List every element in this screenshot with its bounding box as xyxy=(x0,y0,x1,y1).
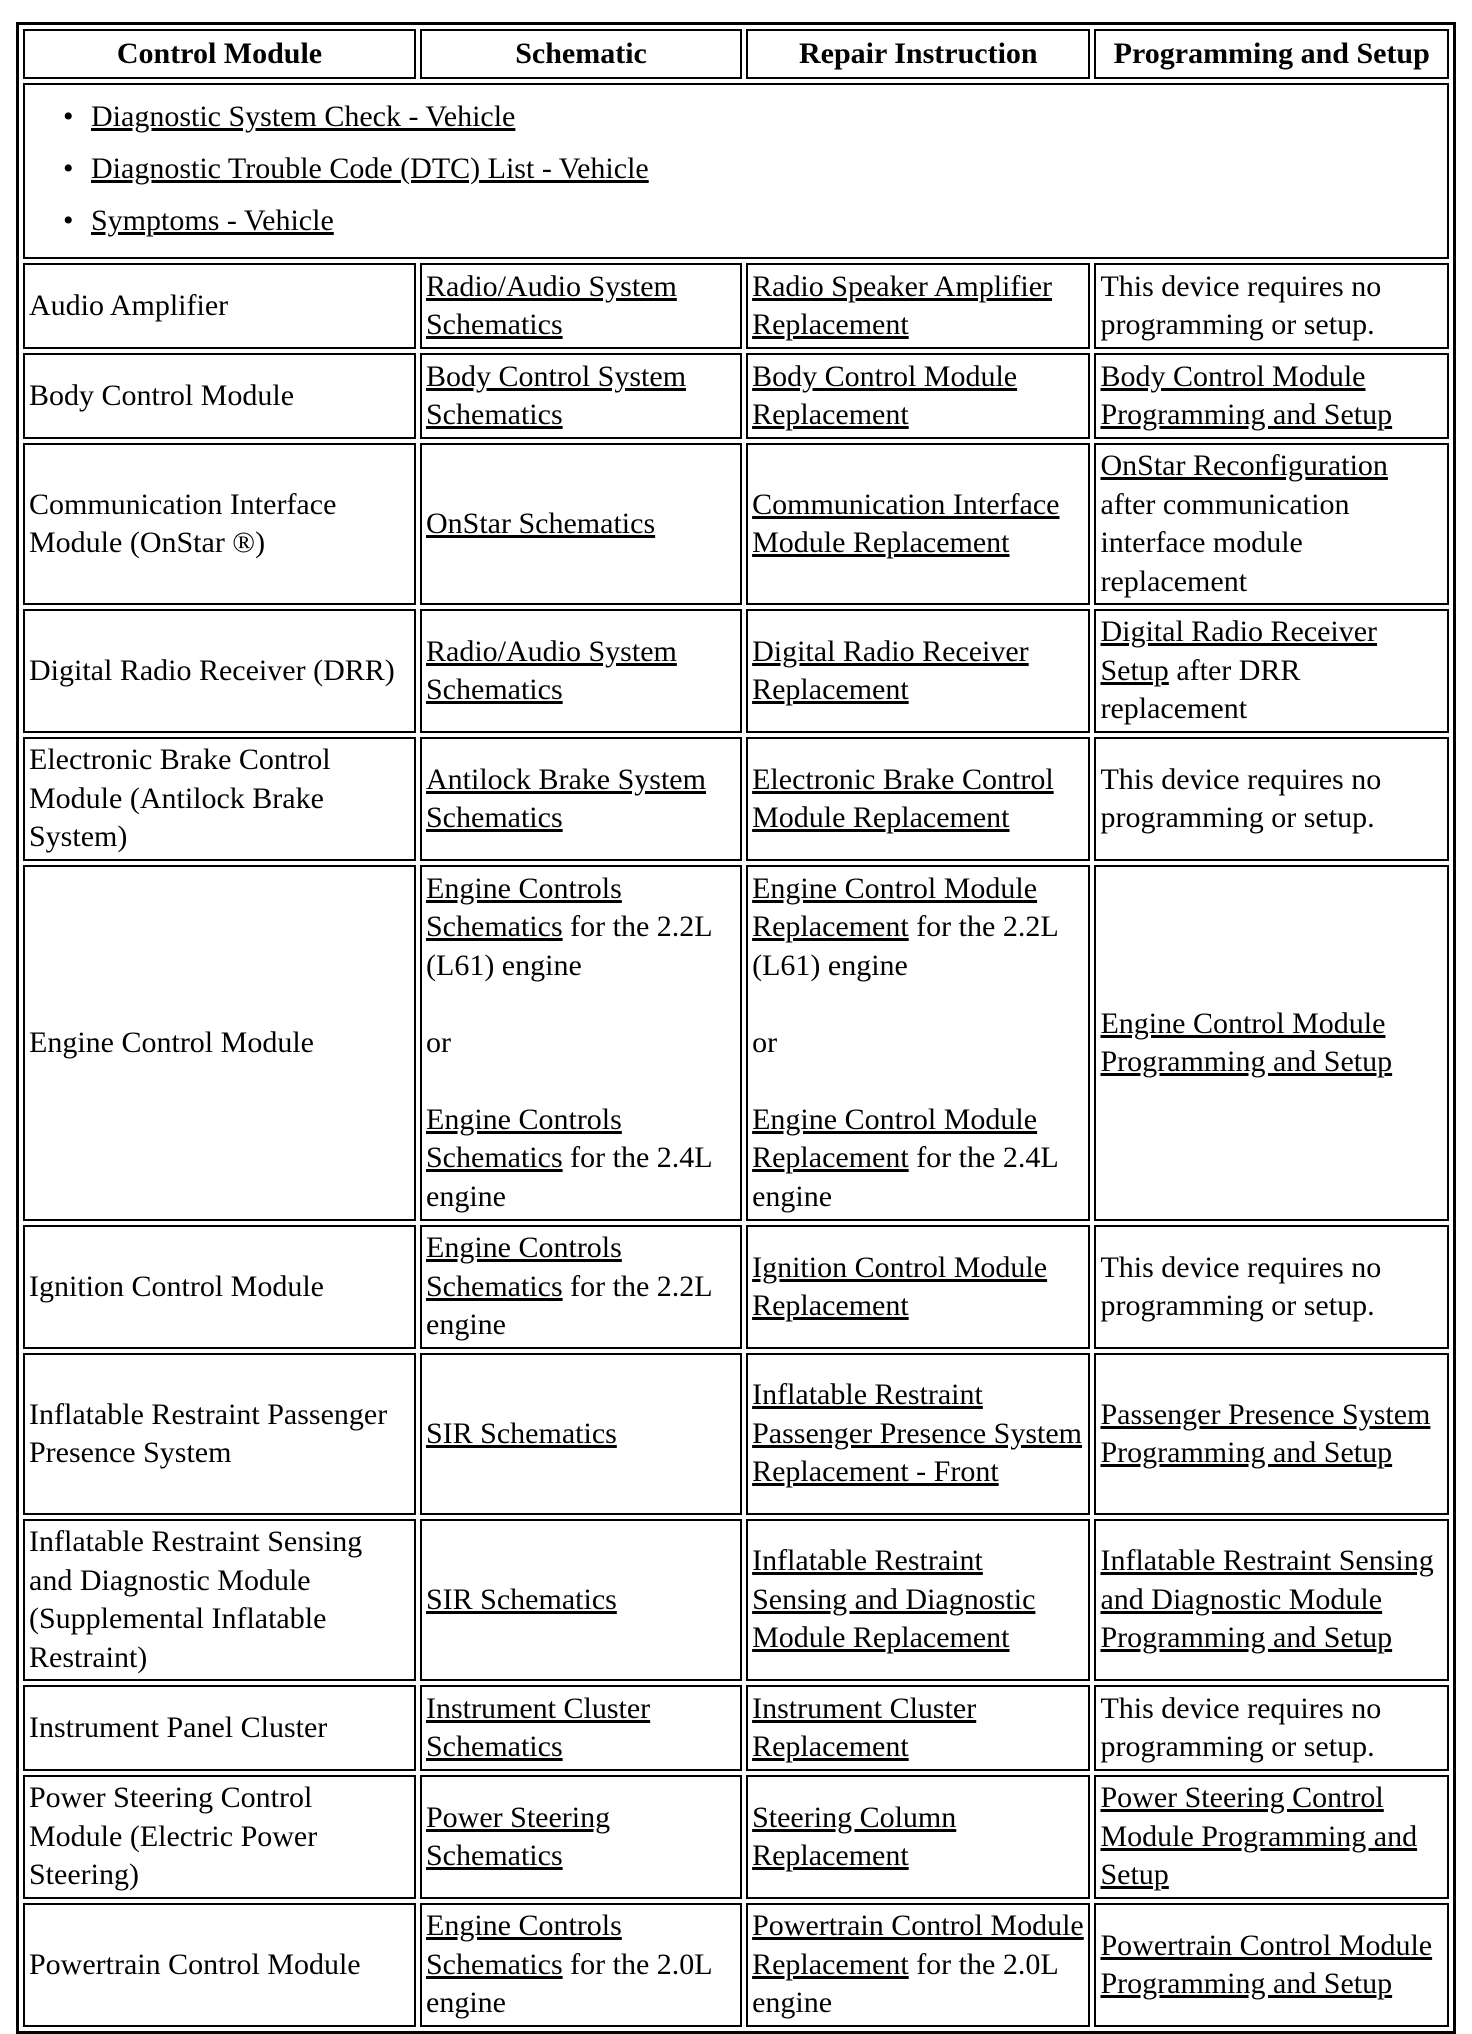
table-row xyxy=(23,263,1449,349)
header-row xyxy=(23,29,1449,79)
dtc-list-link[interactable]: Diagnostic Trouble Code (DTC) List - Vehicle xyxy=(91,152,649,185)
module-name: Inflatable Restraint Passenger Presence System xyxy=(23,1353,416,1515)
repair-text: for the 2.0L engine xyxy=(752,1947,1058,2020)
repair-link[interactable]: Steering Column Replacement xyxy=(752,1800,957,1872)
module-name: Digital Radio Receiver (DRR) xyxy=(23,609,416,733)
repair-cell xyxy=(746,1903,1090,2027)
repair-link[interactable]: Inflatable Restraint Sensing and Diagnostic Module Replacement xyxy=(752,1544,1036,1655)
repair-link[interactable]: Engine Control Module Replacement xyxy=(752,871,1038,944)
repair-cell xyxy=(746,865,1090,1221)
schematic-link[interactable]: Instrument Cluster Schematics xyxy=(426,1691,651,1763)
list-item xyxy=(91,195,1443,247)
for-the-text: for the xyxy=(570,1947,650,1981)
schematic-link[interactable]: Engine Controls Schematics xyxy=(426,1102,622,1175)
programming-link[interactable]: Powertrain Control Module Programming and Setup xyxy=(1100,1928,1433,2000)
schematic-cell xyxy=(420,1903,742,2027)
repair-link[interactable]: Ignition Control Module Replacement xyxy=(752,1250,1048,1322)
programming-text: This device requires no programming or setup. xyxy=(1094,1685,1449,1771)
schematic-link[interactable]: Radio/Audio System Schematics xyxy=(426,634,677,706)
or-text: or xyxy=(426,1025,451,1059)
diagnostic-links-row xyxy=(23,83,1449,259)
module-name: Ignition Control Module xyxy=(23,1225,416,1349)
programming-link[interactable]: Power Steering Control Module Programming and Setup xyxy=(1100,1781,1418,1892)
schematic-link[interactable]: Engine Controls Schematics xyxy=(426,1231,622,1303)
table-row xyxy=(23,1903,1449,2027)
programming-text: after communication interface module replacement xyxy=(1100,487,1350,598)
page xyxy=(16,22,1456,2034)
table-row xyxy=(23,1685,1449,1771)
engine-text: 2.0L engine xyxy=(426,1947,712,2020)
engine-text: 2.2L engine xyxy=(426,1269,712,1342)
module-name: Engine Control Module xyxy=(23,865,416,1221)
module-name: Powertrain Control Module xyxy=(23,1903,416,2027)
repair-link[interactable]: Electronic Brake Control Module Replacement xyxy=(752,762,1054,834)
repair-link[interactable]: Instrument Cluster Replacement xyxy=(752,1691,977,1763)
header-schematic: Schematic xyxy=(420,29,742,79)
programming-link[interactable]: Engine Control Module Programming and Setup xyxy=(1100,1006,1393,1078)
table-row xyxy=(23,353,1449,439)
table-row xyxy=(23,737,1449,861)
schematic-cell xyxy=(420,1225,742,1349)
programming-link[interactable]: Digital Radio Receiver Setup xyxy=(1100,615,1378,687)
schematic-link[interactable]: OnStar Schematics xyxy=(426,506,656,540)
for-the-text: for the xyxy=(916,1141,996,1175)
module-name: Communication Interface Module (OnStar ®) xyxy=(23,443,416,605)
programming-text: This device requires no programming or setup. xyxy=(1094,1225,1449,1349)
repair-link[interactable]: Body Control Module Replacement xyxy=(752,359,1018,431)
table-row xyxy=(23,609,1449,733)
repair-link[interactable]: Communication Interface Module Replacement xyxy=(752,487,1060,559)
module-name: Audio Amplifier xyxy=(23,263,416,349)
programming-cell xyxy=(1094,443,1449,605)
module-name: Inflatable Restraint Sensing and Diagnostic Module (Supplemental Inflatable Restraint) xyxy=(23,1519,416,1681)
programming-cell xyxy=(1094,609,1449,733)
schematic-cell xyxy=(420,865,742,1221)
schematic-link[interactable]: Engine Controls Schematics xyxy=(426,871,622,944)
engine-text: 2.2L (L61) engine xyxy=(426,910,712,982)
module-name: Electronic Brake Control Module (Antilock Brake System) xyxy=(23,737,416,861)
list-item xyxy=(91,143,1443,195)
engine-text: 2.2L (L61) engine xyxy=(752,910,1058,982)
programming-link[interactable]: Inflatable Restraint Sensing and Diagnostic Module Programming and Setup xyxy=(1100,1544,1434,1655)
programming-link[interactable]: Body Control Module Programming and Setup xyxy=(1100,359,1393,431)
table-row xyxy=(23,1775,1449,1899)
programming-text: This device requires no programming or setup. xyxy=(1094,263,1449,349)
diagnostic-links-list xyxy=(29,85,1443,257)
schematic-link[interactable]: Body Control System Schematics xyxy=(426,359,687,431)
module-name: Instrument Panel Cluster xyxy=(23,1685,416,1771)
schematic-link[interactable]: Antilock Brake System Schematics xyxy=(426,762,706,834)
symptoms-link[interactable]: Symptoms - Vehicle xyxy=(91,204,334,237)
table-row xyxy=(23,1519,1449,1681)
table-row xyxy=(23,443,1449,605)
repair-link[interactable]: Digital Radio Receiver Replacement xyxy=(752,634,1029,706)
header-control-module: Control Module xyxy=(23,29,416,79)
diagnostic-system-check-link[interactable]: Diagnostic System Check - Vehicle xyxy=(91,100,516,133)
schematic-link[interactable]: Power Steering Schematics xyxy=(426,1800,611,1872)
schematic-link[interactable]: Engine Controls Schematics xyxy=(426,1909,622,1981)
list-item xyxy=(91,91,1443,143)
programming-text: This device requires no programming or setup. xyxy=(1094,737,1449,861)
header-repair-instruction: Repair Instruction xyxy=(746,29,1090,79)
engine-text: 2.4L engine xyxy=(426,1141,712,1213)
module-name: Body Control Module xyxy=(23,353,416,439)
repair-link[interactable]: Radio Speaker Amplifier Replacement xyxy=(752,269,1053,341)
programming-text: after DRR replacement xyxy=(1100,653,1301,726)
for-the-text: for the xyxy=(570,1269,650,1303)
programming-link[interactable]: OnStar Reconfiguration xyxy=(1100,449,1388,482)
for-the-text: for the xyxy=(570,1141,650,1175)
table-row xyxy=(23,865,1449,1221)
table-row xyxy=(23,1353,1449,1515)
diagnostic-links-cell xyxy=(23,83,1449,259)
schematic-link[interactable]: SIR Schematics xyxy=(426,1582,617,1616)
schematic-link[interactable]: SIR Schematics xyxy=(426,1416,617,1450)
repair-link[interactable]: Inflatable Restraint Passenger Presence System Replacement - Front xyxy=(752,1378,1083,1489)
control-module-table xyxy=(16,22,1456,2034)
engine-text: 2.4L engine xyxy=(752,1141,1058,1213)
table-row xyxy=(23,1225,1449,1349)
programming-link[interactable]: Passenger Presence System Programming and Setup xyxy=(1100,1397,1431,1469)
repair-link[interactable]: Engine Control Module Replacement xyxy=(752,1102,1038,1175)
for-the-text: for the xyxy=(570,910,650,944)
schematic-link[interactable]: Radio/Audio System Schematics xyxy=(426,269,677,341)
module-name: Power Steering Control Module (Electric Power Steering) xyxy=(23,1775,416,1899)
or-text: or xyxy=(752,1025,778,1059)
for-the-text: for the xyxy=(916,910,996,944)
repair-link[interactable]: Powertrain Control Module Replacement xyxy=(752,1909,1084,1981)
header-programming-setup: Programming and Setup xyxy=(1094,29,1449,79)
